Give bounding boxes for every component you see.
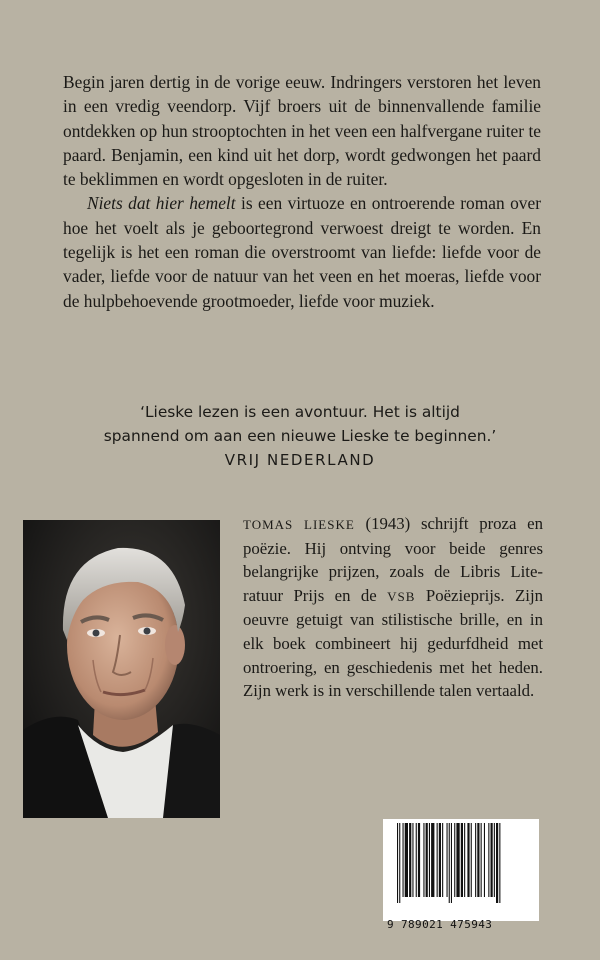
barcode-bar: [499, 823, 500, 903]
barcode-bar: [451, 823, 452, 903]
barcode-bar: [491, 823, 493, 897]
barcode-bar: [399, 823, 400, 903]
barcode-bar: [439, 823, 441, 897]
bio-text-1: (1943) schrijft proza en poëzie. Hij ontving voor beide genres belangrijke prijzen, zoals de Libris Literatuur Prijs en de: [243, 514, 543, 605]
barcode-bar: [477, 823, 479, 897]
quote-source: VRIJ NEDERLAND: [224, 451, 376, 469]
barcode-bar: [405, 823, 408, 897]
author-name: TOMAS LIESKE: [243, 517, 355, 532]
barcode-bar: [484, 823, 485, 897]
barcode-bars: [383, 819, 539, 907]
barcode-bar: [403, 823, 404, 897]
isbn-digits: 789021 475943: [401, 918, 493, 931]
barcode-bar: [397, 823, 398, 903]
barcode-bar: [461, 823, 463, 897]
barcode-bar: [442, 823, 443, 897]
barcode-bar: [412, 823, 413, 897]
barcode-bar: [467, 823, 469, 897]
barcode-bar: [426, 823, 428, 897]
book-title: Niets dat hier hemelt: [87, 193, 236, 214]
blurb-paragraph-2: [63, 191, 541, 312]
barcode-bar: [494, 823, 495, 897]
barcode-bar: [464, 823, 465, 897]
barcode-bar: [429, 823, 430, 897]
prize-abbreviation: VSB: [387, 588, 416, 604]
quote-line-1: ‘Lieske lezen is een avontuur. Het is altijd: [140, 403, 460, 421]
bio-text-2: Poëzieprijs. Zijn oeuvre getuigt van stilistische brille, en in elk boek combineert hij gedurfdheid met ontroering, en geschiedenis met het heden. Zijn werk is in verschillende talen vertaald.: [243, 585, 543, 701]
author-photo: [23, 520, 220, 818]
barcode-bar: [423, 823, 424, 897]
barcode-bar: [409, 823, 411, 897]
barcode-bar: [437, 823, 438, 897]
barcode-bar: [456, 823, 459, 897]
barcode-bar: [454, 823, 455, 897]
blurb-text: [63, 70, 541, 313]
blurb-paragraph-2-text: is een virtuoze en ontroerende roman over hoe het voelt als je geboortegrond verwoest dreigt te worden. En tegelijk is het een roman die overstroomt van liefde: liefde voor de vader, liefde voor de natuur van het veen en het moeras, liefde voor de hulpbehoevende grootmoeder, liefde voor muziek.: [63, 193, 541, 311]
isbn-barcode: [383, 819, 539, 931]
barcode-bar: [416, 823, 417, 897]
barcode-bar: [488, 823, 489, 897]
isbn-first-digit: 9: [387, 918, 395, 931]
quote-line-2: spannend om aan een nieuwe Lieske te beginnen.’: [103, 427, 497, 445]
barcode-bar: [475, 823, 476, 897]
barcode-bar: [418, 823, 420, 897]
barcode-bar: [471, 823, 472, 897]
barcode-bar: [449, 823, 450, 903]
barcode-bar: [496, 823, 498, 903]
barcode-bar: [481, 823, 482, 897]
barcode-bar: [431, 823, 434, 897]
author-bio: [243, 512, 543, 703]
barcode-bar: [447, 823, 448, 897]
blurb-paragraph-1: Begin jaren dertig in de vorige eeuw. Indringers verstoren het leven in een vredig veendorp. Vijf broers uit de binnenvallende familie ontdekken op hun strooptochten in het veen een halfvergane ruiter te paard. Benjamin, een kind uit het dorp, wordt gedwongen het paard te beklimmen en wordt opgesloten in de ruiter.: [63, 72, 541, 190]
review-quote: [60, 400, 540, 472]
